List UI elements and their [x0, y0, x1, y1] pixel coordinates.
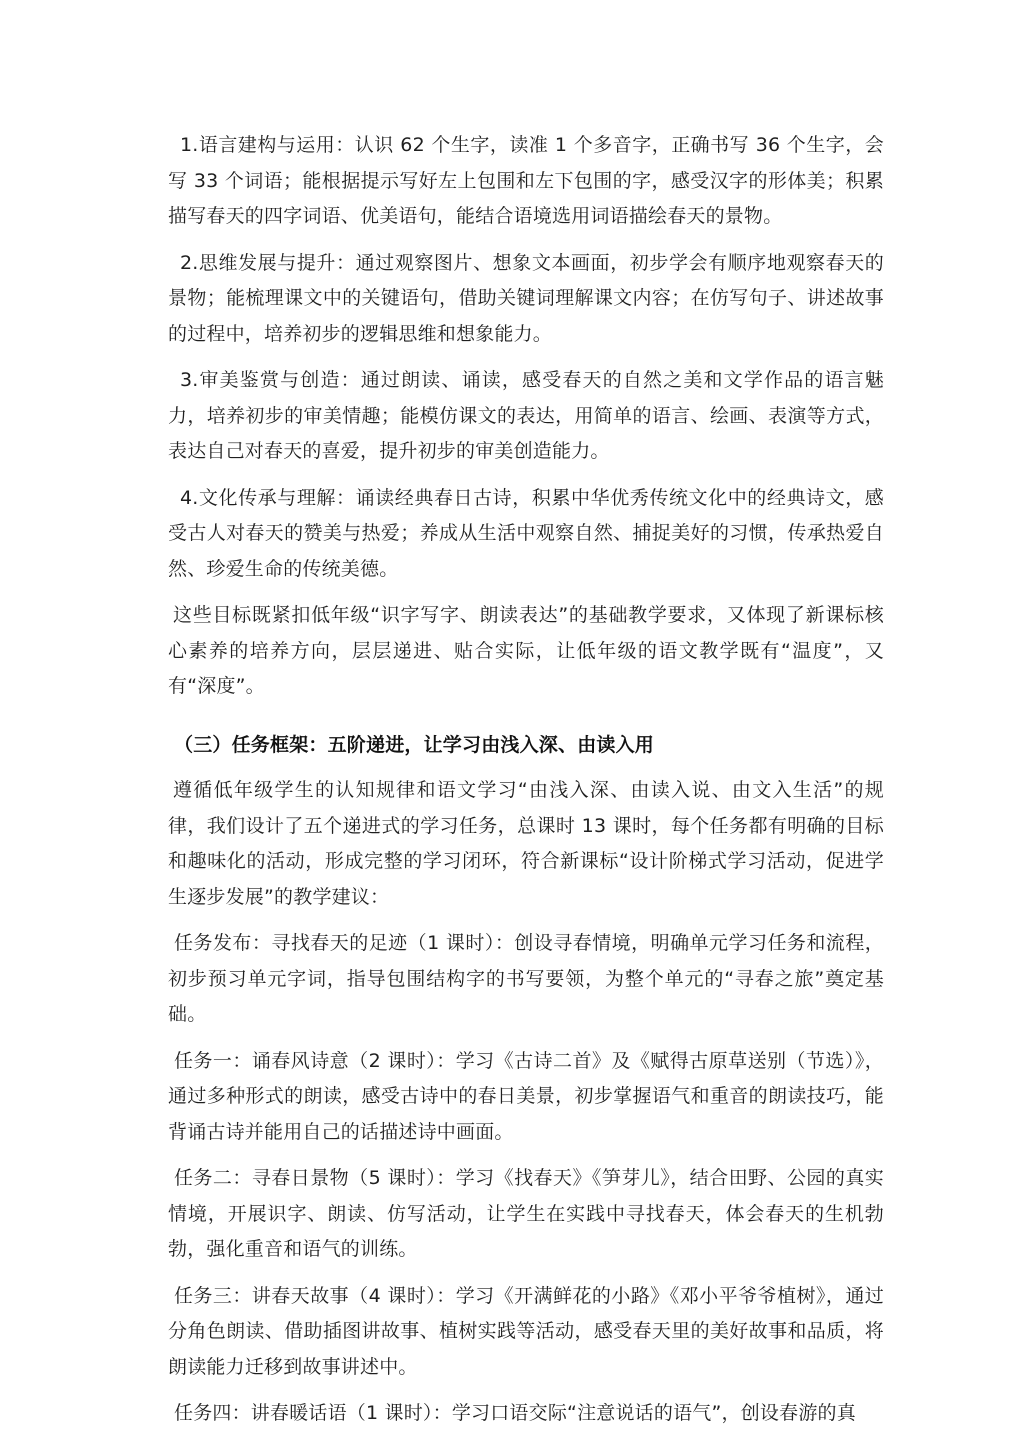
goal-language: 1.语言建构与运用：认识 62 个生字，读准 1 个多音字，正确书写 36 个生字，会写 33 个词语；能根据提示写好左上包围和左下包围的字，感受汉字的形体美；积累描写春天的四字词语、优美语句，能结合语境选用词语描绘春天的景物。 — [168, 134, 884, 227]
goal-aesthetics: 3.审美鉴赏与创造：通过朗读、诵读，感受春天的自然之美和文学作品的语言魅力，培养初步的审美情趣；能模仿课文的表达，用简单的语言、绘画、表演等方式，表达自己对春天的喜爱，提升初步的审美创造能力。 — [168, 369, 884, 462]
task-release: 任务发布：寻找春天的足迹（1 课时）：创设寻春情境，明确单元学习任务和流程，初步预习单元字词，指导包围结构字的书写要领，为整个单元的“寻春之旅”奠定基础。 — [168, 932, 884, 1025]
section-heading: （三）任务框架：五阶递进，让学习由浅入深、由读入用 — [174, 733, 655, 756]
task-two: 任务二：寻春日景物（5 课时）：学习《找春天》《笋芽儿》，结合田野、公园的真实情境，开展识字、朗读、仿写活动，让学生在实践中寻找春天，体会春天的生机勃勃，强化重音和语气的训练。 — [168, 1167, 884, 1260]
task-one: 任务一：诵春风诗意（2 课时）：学习《古诗二首》及《赋得古原草送别（节选）》，通过多种形式的朗读，感受古诗中的春日美景，初步掌握语气和重音的朗读技巧，能背诵古诗并能用自己的话描述诗中画面。 — [168, 1049, 884, 1143]
goal-thinking: 2.思维发展与提升：通过观察图片、想象文本画面，初步学会有顺序地观察春天的景物；能梳理课文中的关键语句，借助关键词理解课文内容；在仿写句子、讲述故事的过程中，培养初步的逻辑思维和想象能力。 — [168, 251, 884, 345]
document-body — [168, 128, 884, 1443]
goal-culture: 4.文化传承与理解：诵读经典春日古诗，积累中华优秀传统文化中的经典诗文，感受古人对春天的赞美与热爱；养成从生活中观察自然、捕捉美好的习惯，传承热爱自然、珍爱生命的传统美德。 — [168, 486, 884, 580]
task-three: 任务三：讲春天故事（4 课时）：学习《开满鲜花的小路》《邓小平爷爷植树》，通过分角色朗读、借助插图讲故事、植树实践等活动，感受春天里的美好故事和品质，将朗读能力迁移到故事讲述中。 — [168, 1284, 884, 1378]
goals-summary: 这些目标既紧扣低年级“识字写字、朗读表达”的基础教学要求，又体现了新课标核心素养的培养方向，层层递进、贴合实际，让低年级的语文教学既有“温度”，又有“深度”。 — [168, 604, 884, 697]
task-four: 任务四：讲春暖话语（1 课时）：学习口语交际“注意说话的语气”，创设春游的真 — [174, 1402, 856, 1424]
task-framework-intro: 遵循低年级学生的认知规律和语文学习“由浅入深、由读入说、由文入生活”的规律，我们设计了五个递进式的学习任务，总课时 13 课时，每个任务都有明确的目标和趣味化的活动，形成完整的学习闭环，符合新课标“设计阶梯式学习活动，促进学生逐步发展”的教学建议： — [168, 779, 884, 908]
